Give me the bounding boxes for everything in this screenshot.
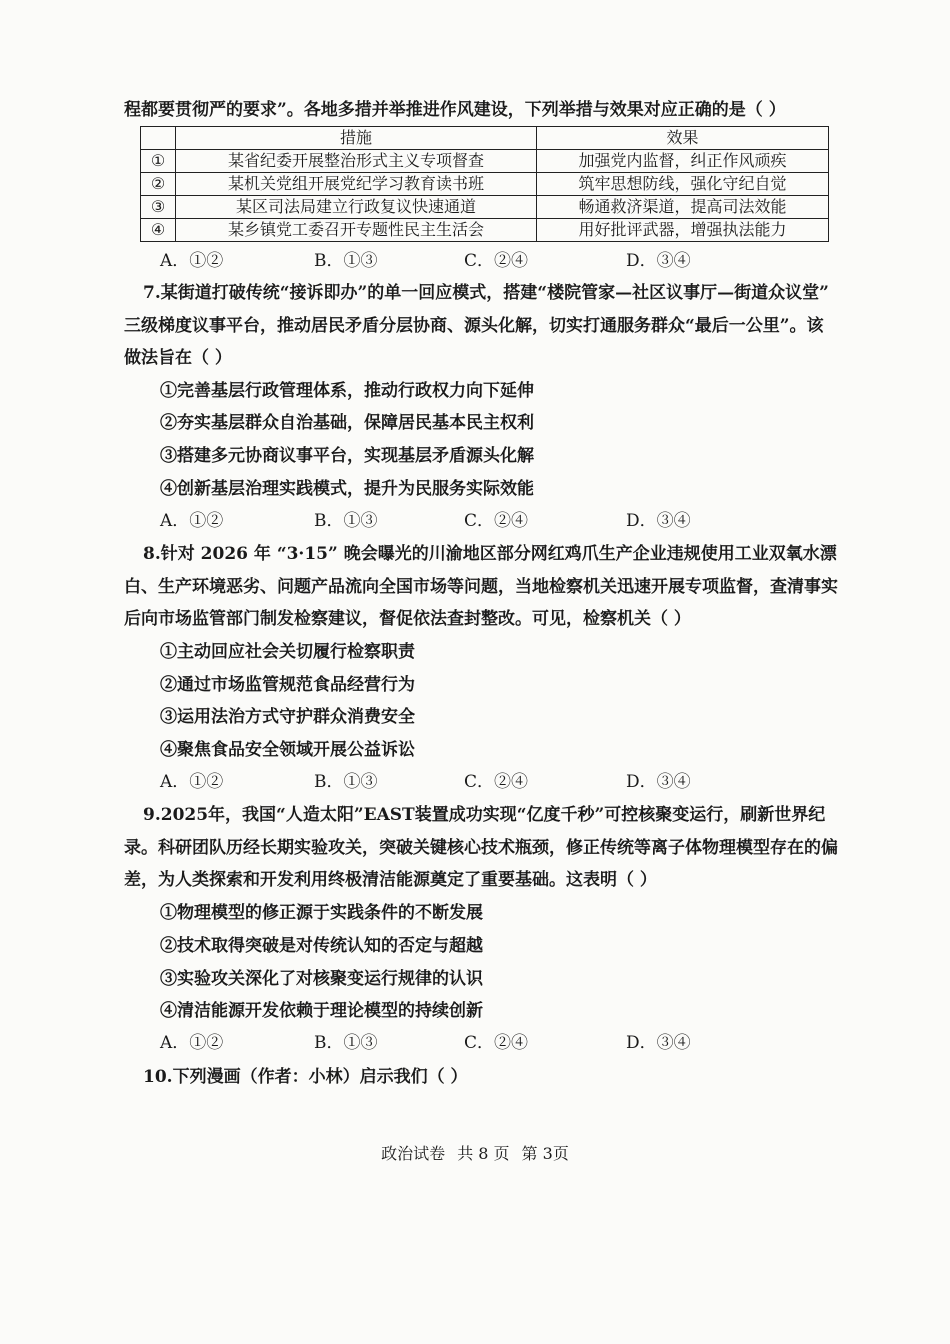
option-d[interactable]: D．③④ [626, 511, 691, 531]
option-b[interactable]: B．①③ [314, 1033, 378, 1053]
question-10-stem: 10.下列漫画（作者：小林）启示我们（ ） [143, 1067, 468, 1087]
option-a[interactable]: A．①② [160, 251, 224, 271]
question-7-item: ①完善基层行政管理体系，推动行政权力向下延伸 [160, 381, 534, 401]
question-8-item: ③运用法治方式守护群众消费安全 [160, 707, 415, 727]
question-9-item: ④清洁能源开发依赖于理论模型的持续创新 [160, 1001, 483, 1021]
option-c[interactable]: C．②④ [464, 1033, 529, 1053]
option-d[interactable]: D．③④ [626, 251, 691, 271]
footer-page-number: 第 3页 [521, 1144, 569, 1163]
measures-effects-table [140, 126, 829, 242]
option-a[interactable]: A．①② [160, 511, 224, 531]
option-b[interactable]: B．①③ [314, 772, 378, 792]
question-8-stem-line: 后向市场监管部门制发检察建议，督促依法查封整改。可见，检察机关（ ） [124, 609, 691, 629]
question-8-stem-line: 白、生产环境恶劣、问题产品流向全国市场等问题，当地检察机关迅速开展专项监督，查清事实 [124, 577, 838, 597]
table-cell-effect: 畅通救济渠道，提高司法效能 [537, 196, 829, 219]
table-cell-effect: 加强党内监督，纠正作风顽疾 [537, 150, 829, 173]
option-a[interactable]: A．①② [160, 772, 224, 792]
question-8-item: ②通过市场监管规范食品经营行为 [160, 675, 415, 695]
option-a[interactable]: A．①② [160, 1033, 224, 1053]
question-9-item: ①物理模型的修正源于实践条件的不断发展 [160, 903, 483, 923]
table-header-num [141, 127, 176, 150]
table-cell-measure: 某区司法局建立行政复议快速通道 [176, 196, 537, 219]
table-row [141, 173, 829, 196]
option-b[interactable]: B．①③ [314, 251, 378, 271]
footer-total-pages: 共 8 页 [457, 1144, 510, 1163]
question-9-stem-line: 差，为人类探索和开发利用终极清洁能源奠定了重要基础。这表明（ ） [124, 870, 657, 890]
option-b[interactable]: B．①③ [314, 511, 378, 531]
table-cell-effect: 用好批评武器，增强执法能力 [537, 219, 829, 242]
question-6-stem-end: 程都要贯彻严的要求”。各地多措并举推进作风建设，下列举措与效果对应正确的是（ ） [124, 100, 786, 120]
question-7-item: ②夯实基层群众自治基础，保障居民基本民主权利 [160, 413, 534, 433]
question-8-item: ①主动回应社会关切履行检察职责 [160, 642, 415, 662]
table-cell-effect: 筑牢思想防线，强化守纪自觉 [537, 173, 829, 196]
option-d[interactable]: D．③④ [626, 772, 691, 792]
question-9-item: ②技术取得突破是对传统认知的否定与超越 [160, 936, 483, 956]
table-row [141, 150, 829, 173]
table-cell-measure: 某机关党组开展党纪学习教育读书班 [176, 173, 537, 196]
table-header-measure: 措施 [176, 127, 537, 150]
table-cell-num: ② [141, 173, 176, 196]
question-8-item: ④聚焦食品安全领域开展公益诉讼 [160, 740, 415, 760]
page-footer [0, 1141, 950, 1164]
question-9-stem-line: 9.2025年，我国“人造太阳”EAST装置成功实现“亿度千秒”可控核聚变运行，刷新世界纪 [143, 805, 826, 825]
table-cell-num: ③ [141, 196, 176, 219]
question-7-stem-line: 做法旨在（ ） [124, 348, 232, 368]
table-cell-num: ④ [141, 219, 176, 242]
option-c[interactable]: C．②④ [464, 772, 529, 792]
table-header-row [141, 127, 829, 150]
question-7-item: ③搭建多元协商议事平台，实现基层矛盾源头化解 [160, 446, 534, 466]
question-8-stem-line: 8.针对 2026 年 “3·15” 晚会曝光的川渝地区部分网红鸡爪生产企业违规使用工业双氧水漂 [143, 544, 837, 564]
option-c[interactable]: C．②④ [464, 251, 529, 271]
table-cell-num: ① [141, 150, 176, 173]
table-row [141, 219, 829, 242]
table-header-effect: 效果 [537, 127, 829, 150]
question-7-item: ④创新基层治理实践模式，提升为民服务实际效能 [160, 479, 534, 499]
footer-subject: 政治试卷 [381, 1144, 446, 1163]
question-9-item: ③实验攻关深化了对核聚变运行规律的认识 [160, 969, 483, 989]
question-7-stem-line: 7.某街道打破传统“接诉即办”的单一回应模式，搭建“楼院管家—社区议事厅—街道众议堂” [143, 283, 829, 303]
option-c[interactable]: C．②④ [464, 511, 529, 531]
table-cell-measure: 某省纪委开展整治形式主义专项督查 [176, 150, 537, 173]
question-7-stem-line: 三级梯度议事平台，推动居民矛盾分层协商、源头化解，切实打通服务群众“最后一公里”。该 [124, 316, 824, 336]
question-9-stem-line: 录。科研团队历经长期实验攻关，突破关键核心技术瓶颈，修正传统等离子体物理模型存在的偏 [124, 838, 838, 858]
table-cell-measure: 某乡镇党工委召开专题性民主生活会 [176, 219, 537, 242]
option-d[interactable]: D．③④ [626, 1033, 691, 1053]
table-row [141, 196, 829, 219]
